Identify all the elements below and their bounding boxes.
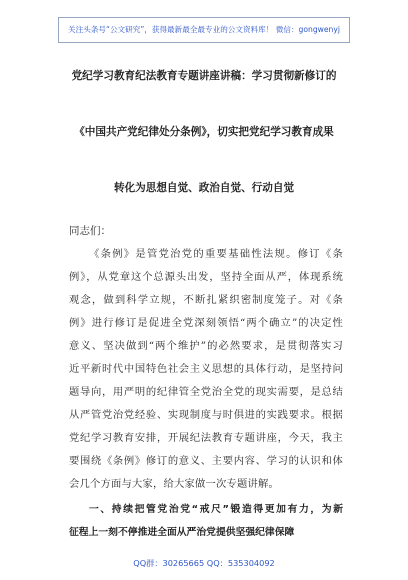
document-title-line-3: 转化为思想自觉、政治自觉、行动自觉 <box>113 182 295 194</box>
header-promo-text: 关注头条号“公文研究”，获得最新最全最专业的公文资料库！ 微信：gongwenyj <box>68 25 340 34</box>
paragraph-line: 意义、坚决做到“两个维护”的必然要求，是贯彻落实习 <box>69 340 343 352</box>
paragraph-line: 观念，做到科学立规，不断扎紧织密制度笼子。对《条 <box>69 294 343 306</box>
header-banner <box>58 17 350 43</box>
paragraph-line: 例》，从党章这个总源头出发，坚持全面从严，体现系统 <box>69 271 343 283</box>
document-title-line-1: 党纪学习教育纪法教育专题讲座讲稿：学习贯彻新修订的 <box>71 70 337 82</box>
section-heading-line-2: 征程上一刻不停推进全面从严治党提供坚强纪律保障 <box>69 527 295 538</box>
paragraph-line: 近平新时代中国特色社会主义思想的具体行动，是坚持问 <box>69 363 343 375</box>
salutation: 同志们： <box>69 225 111 237</box>
section-heading-line-1: 一、持续把管党治党“戒尺”锻造得更加有力，为新 <box>89 504 343 515</box>
paragraph-line: 党纪学习教育安排，开展纪法教育专题讲座，今天，我主 <box>69 432 343 444</box>
paragraph-line: 题导向，用严明的纪律管全党治全党的现实需要，是总结 <box>69 386 343 398</box>
footer-contact: QQ群：30265665 QQ：535304092 <box>133 558 275 568</box>
paragraph-line: 会几个方面与大家，给大家做一次专题讲解。 <box>69 478 279 490</box>
paragraph-line: 《条例》是管党治党的重要基础性法规。修订《条 <box>89 248 343 260</box>
paragraph-line: 从严管党治党经验、实现制度与时俱进的实践要求。根据 <box>69 409 343 421</box>
document-title-line-2: 《中国共产党纪律处分条例》，切实把党纪学习教育成果 <box>74 126 334 138</box>
paragraph-line: 例》进行修订是促进全党深刻领悟“两个确立”的决定性 <box>69 317 343 329</box>
paragraph-line: 要围绕《条例》修订的意义、主要内容、学习的认识和体 <box>69 455 343 467</box>
